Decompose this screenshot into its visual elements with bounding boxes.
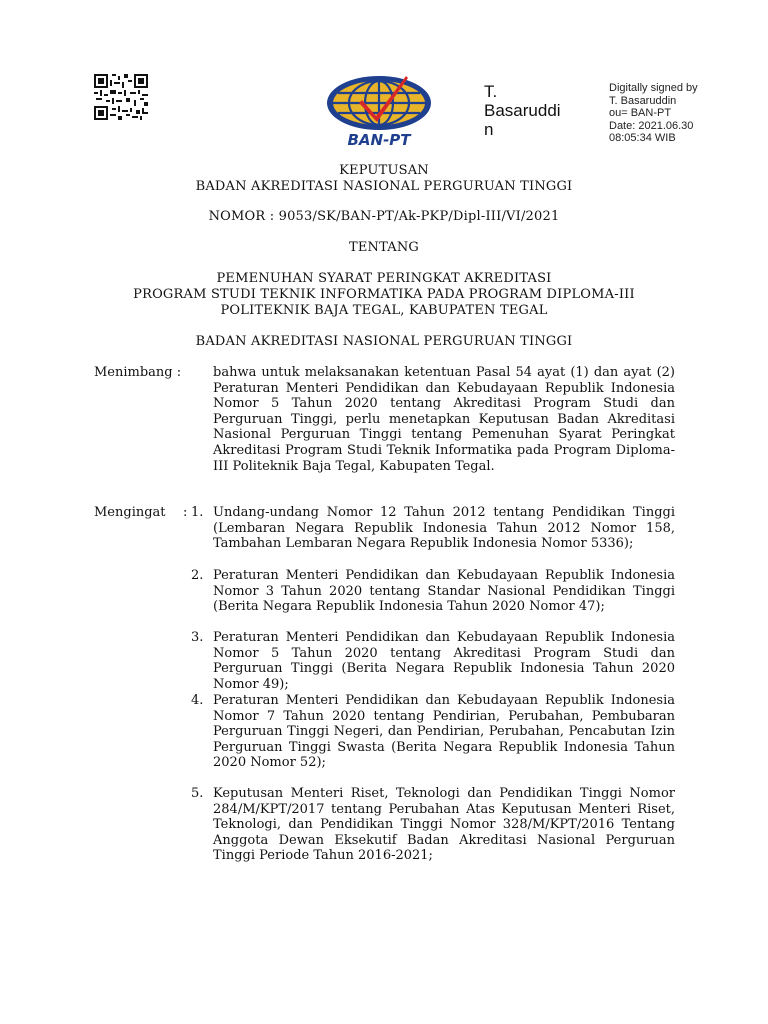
list-item: Peraturan Menteri Pendidikan dan Kebudayaan Republik Indonesia Nomor 7 Tahun 2020 tentang Pendirian, Perubahan, Pembubaran Perguruan Tinggi Negeri, dan Pendirian, Perubahan, Pencabutan Izin Perguruan Tinggi Swasta (Berita Negara Republik Indonesia Tahun 2020 Nomor 52);	[213, 693, 675, 771]
mengingat-label: Mengingat	[94, 505, 166, 520]
logo-text: BAN-PT	[347, 131, 411, 149]
institution-name: BADAN AKREDITASI NASIONAL PERGURUAN TINGGI	[195, 179, 573, 194]
issuer-heading: BADAN AKREDITASI NASIONAL PERGURUAN TINGGI	[195, 334, 573, 349]
signature-line: Date: 2021.06.30	[609, 119, 694, 132]
qr-code-icon	[94, 74, 148, 120]
signature-line: Digitally signed by	[609, 82, 698, 94]
signature-line: ou= BAN-PT	[609, 107, 672, 120]
tentang-heading: TENTANG	[348, 240, 420, 255]
digital-signature-details	[609, 82, 739, 145]
signer-name-line: Basaruddi	[484, 101, 561, 120]
decision-title: KEPUTUSAN	[339, 163, 429, 178]
list-item-number: 2.	[191, 568, 204, 583]
subject-line-1: PEMENUHAN SYARAT PERINGKAT AKREDITASI	[216, 271, 552, 286]
list-item-number: 5.	[191, 786, 204, 801]
menimbang-label: Menimbang :	[94, 365, 182, 380]
signer-name	[484, 82, 604, 139]
signature-line: T. Basaruddin	[609, 94, 677, 107]
list-item-number: 1.	[191, 505, 204, 520]
mengingat-colon: :	[183, 505, 188, 520]
signer-name-line: n	[484, 120, 494, 139]
ban-pt-logo	[322, 72, 440, 150]
subject-line-3: POLITEKNIK BAJA TEGAL, KABUPATEN TEGAL	[220, 303, 548, 318]
list-item-number: 3.	[191, 630, 204, 645]
signer-name-line: T.	[484, 82, 498, 101]
list-item: Undang-undang Nomor 12 Tahun 2012 tentang Pendidikan Tinggi (Lembaran Negara Republik Indonesia Tahun 2012 Nomor 158, Tambahan Lembaran Negara Republik Indonesia Nomor 5336);	[213, 505, 675, 552]
decision-number: NOMOR : 9053/SK/BAN-PT/Ak-PKP/Dipl-III/VI/2021	[208, 209, 560, 224]
subject-line-2: PROGRAM STUDI TEKNIK INFORMATIKA PADA PROGRAM DIPLOMA-III	[133, 287, 635, 302]
list-item-number: 4.	[191, 693, 204, 708]
signature-line: 08:05:34 WIB	[609, 132, 676, 145]
list-item: Peraturan Menteri Pendidikan dan Kebudayaan Republik Indonesia Nomor 3 Tahun 2020 tentang Standar Nasional Pendidikan Tinggi (Berita Negara Republik Indonesia Tahun 2020 Nomor 47);	[213, 568, 675, 615]
menimbang-text: bahwa untuk melaksanakan ketentuan Pasal 54 ayat (1) dan ayat (2) Peraturan Menteri Pendidikan dan Kebudayaan Republik Indonesia Nomor 5 Tahun 2020 tentang Akreditasi Program Studi dan Perguruan Tinggi, perlu menetapkan Keputusan Badan Akreditasi Nasional Perguruan Tinggi tentang Pemenuhan Syarat Peringkat Akreditasi Program Studi Teknik Informatika pada Program Diploma-III Politeknik Baja Tegal, Kabupaten Tegal.	[213, 365, 675, 474]
list-item: Peraturan Menteri Pendidikan dan Kebudayaan Republik Indonesia Nomor 5 Tahun 2020 tentang Akreditasi Program Studi dan Perguruan Tinggi (Berita Negara Republik Indonesia Tahun 2020 Nomor 49);	[213, 630, 675, 692]
list-item: Keputusan Menteri Riset, Teknologi dan Pendidikan Tinggi Nomor 284/M/KPT/2017 tentang Perubahan Atas Keputusan Menteri Riset, Teknologi, dan Pendidikan Tinggi Nomor 328/M/KPT/2016 Tentang Anggota Dewan Eksekutif Badan Akreditasi Nasional Perguruan Tinggi Periode Tahun 2016-2021;	[213, 786, 675, 864]
